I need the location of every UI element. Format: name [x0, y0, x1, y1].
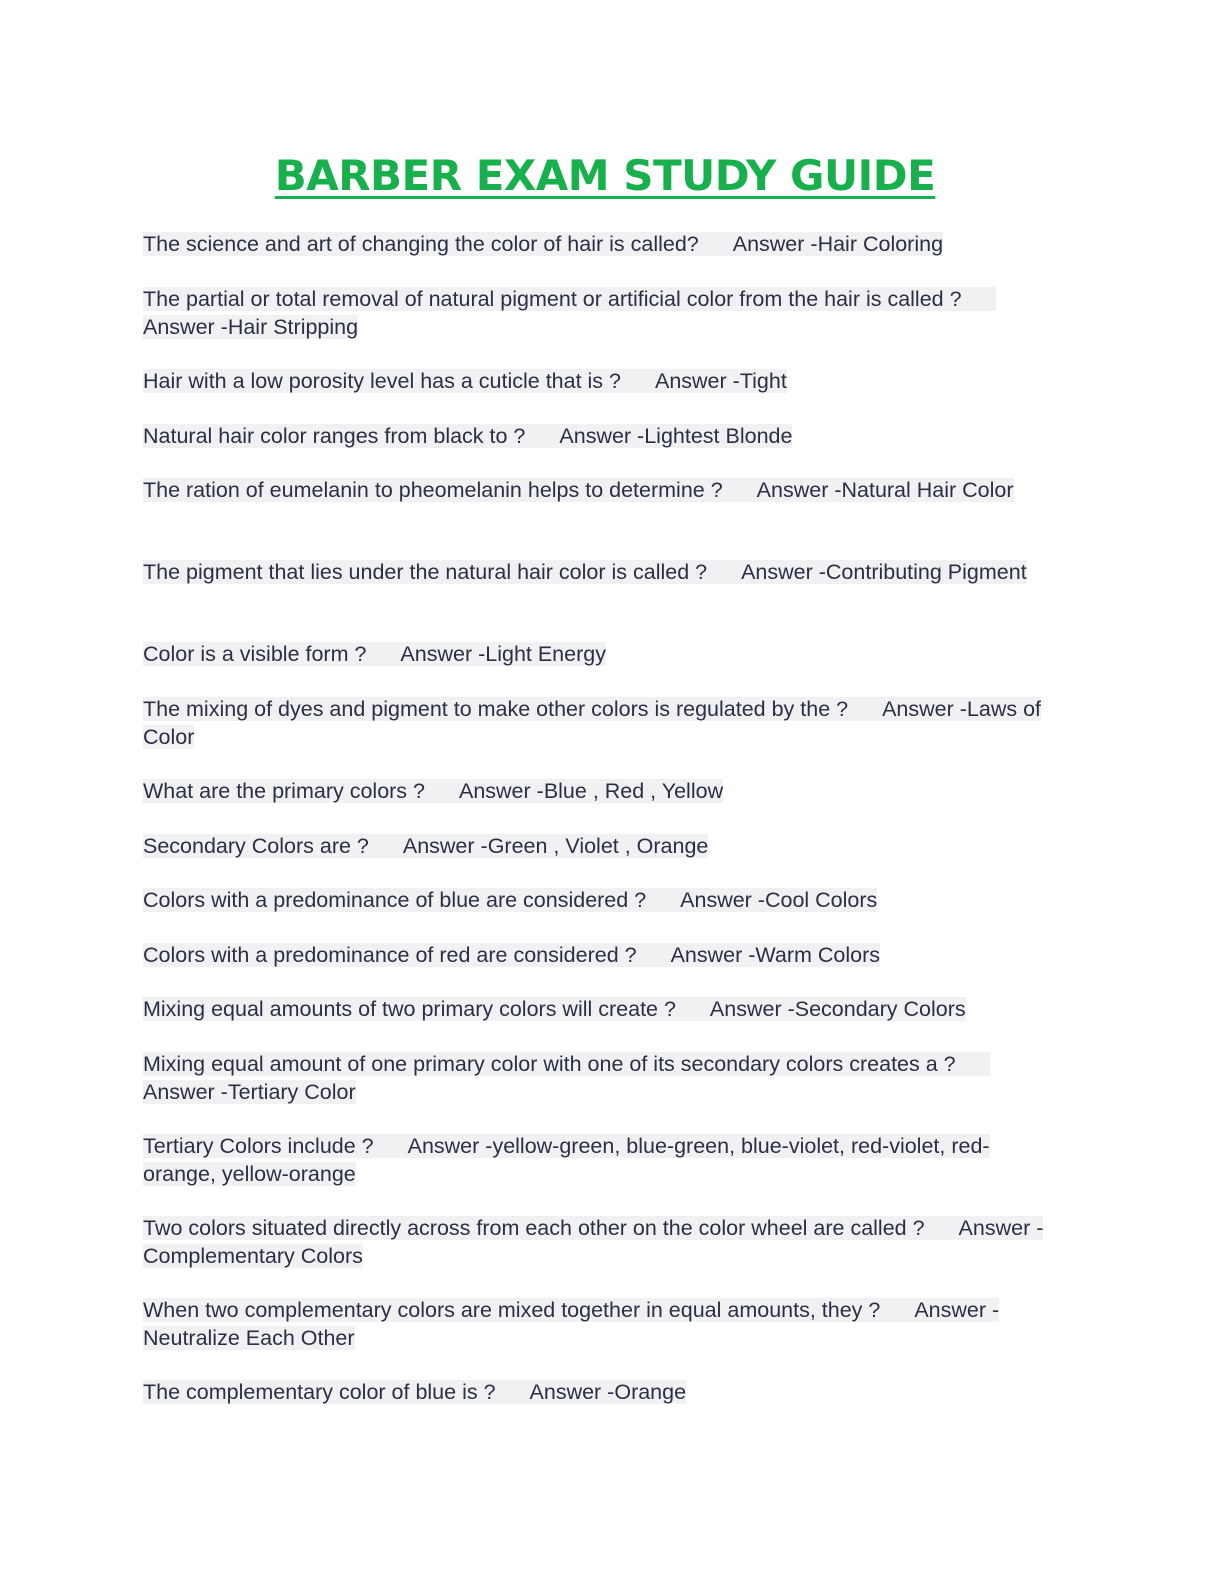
qa-item: [143, 559, 1058, 587]
qa-item: [143, 1297, 1058, 1352]
answer-text: Warm Colors: [755, 943, 881, 967]
answer-prefix: Answer -: [680, 888, 765, 912]
answer-prefix: Answer -: [654, 369, 740, 393]
answer-prefix: Answer -: [143, 314, 228, 339]
qa-item: [143, 477, 1058, 505]
qa-text: [143, 888, 877, 912]
answer-text: Hair Coloring: [817, 232, 944, 256]
qa-item: [143, 368, 1058, 396]
qa-item: [143, 1133, 1058, 1188]
answer-prefix: Answer -: [402, 834, 488, 858]
qa-item: [143, 887, 1058, 915]
question-text: The complementary color of blue is ?: [143, 1380, 496, 1404]
answer-prefix: Answer -: [670, 943, 756, 967]
answer-prefix: Answer -: [756, 478, 842, 502]
qa-text: [143, 478, 1014, 502]
question-text: Colors with a predominance of red are considered ?: [143, 943, 637, 967]
answer-text: Blue , Red , Yellow: [543, 779, 724, 803]
qa-text: [143, 1380, 686, 1404]
qa-item: [143, 696, 1058, 751]
answer-prefix: Answer -: [709, 997, 795, 1021]
answer-prefix: Answer -: [143, 1079, 228, 1104]
answer-text: Cool Colors: [764, 888, 878, 912]
question-text: The science and art of changing the color of hair is called?: [143, 232, 699, 256]
page-title: BARBER EXAM STUDY GUIDE: [274, 151, 936, 200]
answer-text: Lightest Blonde: [644, 424, 793, 448]
answer-text: Neutralize Each Other: [143, 1325, 355, 1350]
qa-text: [143, 642, 606, 666]
qa-text: [143, 232, 943, 256]
qa-text: [143, 779, 723, 803]
answer-prefix: Answer -: [914, 1298, 1000, 1322]
answer-text: Natural Hair Color: [841, 478, 1014, 502]
answer-prefix: Answer -: [407, 1134, 493, 1158]
question-text: The pigment that lies under the natural hair color is called ?: [143, 560, 708, 584]
qa-text: [143, 560, 1027, 584]
qa-item: [143, 778, 1058, 806]
question-text: What are the primary colors ?: [143, 779, 425, 803]
qa-text: [143, 1052, 990, 1104]
answer-text: Complementary Colors: [143, 1243, 363, 1268]
qa-item: [143, 1379, 1058, 1407]
answer-text: Light Energy: [485, 642, 606, 666]
answer-prefix: Answer -: [741, 560, 826, 584]
answer-text: yellow-green, blue-green, blue-violet, red-violet, red-orange, yellow-orange: [143, 1134, 990, 1186]
qa-item: [143, 1215, 1058, 1270]
qa-text: [143, 1216, 1043, 1268]
qa-text: [143, 943, 880, 967]
answer-text: Orange: [614, 1380, 687, 1404]
answer-text: Laws of Color: [143, 697, 1042, 749]
answer-prefix: Answer -: [732, 232, 818, 256]
qa-text: [143, 697, 1041, 749]
question-text: Colors with a predominance of blue are considered ?: [143, 888, 647, 912]
qa-text: [143, 287, 996, 339]
answer-text: Green , Violet , Orange: [487, 834, 709, 858]
answer-prefix: Answer -: [400, 642, 486, 666]
qa-item: [143, 286, 1058, 341]
qa-text: [143, 1298, 999, 1350]
question-text: Two colors situated directly across from each other on the color wheel are called ?: [143, 1216, 925, 1240]
answer-text: Tight: [739, 369, 787, 393]
qa-text: [143, 424, 792, 448]
qa-text: [143, 834, 708, 858]
qa-item: [143, 996, 1058, 1024]
answer-text: Contributing Pigment: [825, 560, 1027, 584]
answer-prefix: Answer -: [882, 697, 967, 721]
qa-item: [143, 423, 1058, 451]
question-text: Mixing equal amounts of two primary colors will create ?: [143, 997, 676, 1021]
qa-text: [143, 997, 966, 1021]
question-text: Mixing equal amount of one primary color with one of its secondary colors creates a ?: [143, 1052, 956, 1076]
qa-item: [143, 833, 1058, 861]
answer-prefix: Answer -: [458, 779, 544, 803]
qa-text: [143, 1134, 990, 1186]
qa-item: [143, 641, 1058, 669]
answer-text: Secondary Colors: [794, 997, 966, 1021]
question-text: The ration of eumelanin to pheomelanin helps to determine ?: [143, 478, 723, 502]
qa-item: [143, 942, 1058, 970]
qa-item: [143, 1051, 1058, 1106]
question-text: When two complementary colors are mixed together in equal amounts, they ?: [143, 1298, 881, 1322]
answer-prefix: Answer -: [529, 1380, 615, 1404]
question-text: The mixing of dyes and pigment to make other colors is regulated by the ?: [143, 697, 849, 721]
answer-text: Hair Stripping: [227, 314, 359, 339]
question-text: Hair with a low porosity level has a cuticle that is ?: [143, 369, 621, 393]
question-text: Tertiary Colors include ?: [143, 1134, 374, 1158]
question-text: The partial or total removal of natural pigment or artificial color from the hair is called ?: [143, 287, 962, 311]
qa-item: [143, 231, 1058, 259]
question-text: Color is a visible form ?: [143, 642, 367, 666]
qa-text: [143, 369, 787, 393]
answer-prefix: Answer -: [958, 1216, 1044, 1240]
answer-text: Tertiary Color: [227, 1079, 356, 1104]
question-text: Secondary Colors are ?: [143, 834, 369, 858]
question-text: Natural hair color ranges from black to ?: [143, 424, 526, 448]
answer-prefix: Answer -: [559, 424, 645, 448]
